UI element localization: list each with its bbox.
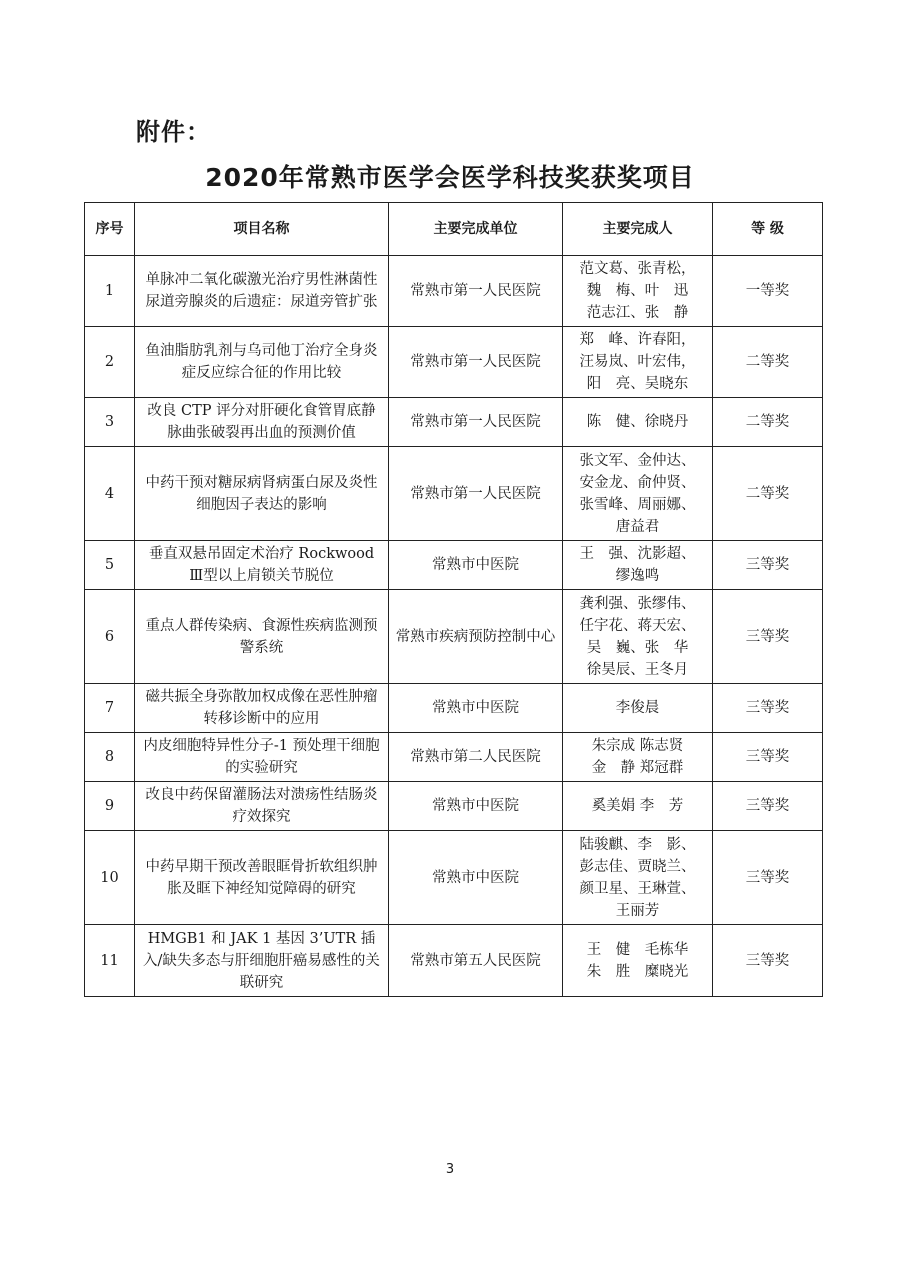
completion-unit: 常熟市中医院 bbox=[389, 831, 563, 925]
table-row bbox=[85, 733, 823, 782]
table-row bbox=[85, 782, 823, 831]
row-number: 10 bbox=[85, 831, 135, 925]
completion-unit: 常熟市第二人民医院 bbox=[389, 733, 563, 782]
completion-unit: 常熟市第一人民医院 bbox=[389, 327, 563, 398]
row-number: 11 bbox=[85, 925, 135, 997]
table-row bbox=[85, 256, 823, 327]
person-line: 金 静 郑冠群 bbox=[591, 760, 684, 776]
completion-people bbox=[563, 782, 713, 831]
person-line: 李俊晨 bbox=[615, 700, 660, 716]
person-line: 范志江、张 静 bbox=[586, 305, 689, 321]
row-number: 4 bbox=[85, 447, 135, 541]
completion-people bbox=[563, 684, 713, 733]
completion-unit: 常熟市第一人民医院 bbox=[389, 447, 563, 541]
completion-unit: 常熟市第一人民医院 bbox=[389, 398, 563, 447]
completion-people bbox=[563, 925, 713, 997]
row-number: 8 bbox=[85, 733, 135, 782]
person-line: 龚利强、张缪伟、 bbox=[579, 595, 696, 612]
table-row bbox=[85, 398, 823, 447]
person-line: 汪易岚、叶宏伟， bbox=[579, 354, 696, 370]
row-number: 2 bbox=[85, 327, 135, 398]
award-level: 三等奖 bbox=[713, 831, 823, 925]
person-line: 吴 巍、张 华 bbox=[586, 639, 689, 656]
project-name: 鱼油脂肪乳剂与乌司他丁治疗全身炎症反应综合征的作用比较 bbox=[135, 327, 389, 398]
completion-unit: 常熟市中医院 bbox=[389, 541, 563, 590]
table-header-row bbox=[85, 203, 823, 256]
award-level: 二等奖 bbox=[713, 398, 823, 447]
person-line: 张文军、金仲达、 bbox=[579, 452, 696, 469]
award-level: 二等奖 bbox=[713, 327, 823, 398]
person-line: 奚美娟 李 芳 bbox=[591, 798, 684, 814]
person-line: 王 强、沈影超、 bbox=[579, 546, 696, 562]
header-no: 序号 bbox=[85, 203, 135, 256]
person-line: 缪逸鸣 bbox=[615, 568, 660, 584]
project-name: 重点人群传染病、食源性疾病监测预警系统 bbox=[135, 590, 389, 684]
table-row bbox=[85, 925, 823, 997]
completion-people bbox=[563, 327, 713, 398]
person-line: 张雪峰、周丽娜、 bbox=[579, 496, 696, 513]
completion-unit: 常熟市第五人民医院 bbox=[389, 925, 563, 997]
person-line: 颜卫星、王琳萱、 bbox=[579, 880, 696, 897]
project-name: 改良中药保留灌肠法对溃疡性结肠炎疗效探究 bbox=[135, 782, 389, 831]
person-line: 陆骏麒、李 影、 bbox=[579, 836, 696, 853]
project-name: 垂直双悬吊固定术治疗 Rockwood Ⅲ型以上肩锁关节脱位 bbox=[135, 541, 389, 590]
project-name: 磁共振全身弥散加权成像在恶性肿瘤转移诊断中的应用 bbox=[135, 684, 389, 733]
completion-people bbox=[563, 733, 713, 782]
person-line: 魏 梅、叶 迅 bbox=[586, 283, 689, 299]
award-level: 三等奖 bbox=[713, 925, 823, 997]
award-level: 三等奖 bbox=[713, 590, 823, 684]
person-line: 朱 胜 糜晓光 bbox=[586, 963, 689, 980]
person-line: 郑 峰、许春阳， bbox=[579, 332, 696, 348]
attachment-label: 附件： bbox=[136, 118, 211, 146]
table-row bbox=[85, 684, 823, 733]
completion-unit: 常熟市疾病预防控制中心 bbox=[389, 590, 563, 684]
completion-unit: 常熟市中医院 bbox=[389, 684, 563, 733]
table-row bbox=[85, 590, 823, 684]
header-people: 主要完成人 bbox=[563, 203, 713, 256]
person-line: 陈 健、徐晓丹 bbox=[586, 414, 689, 430]
project-name: 中药早期干预改善眼眶骨折软组织肿胀及眶下神经知觉障碍的研究 bbox=[135, 831, 389, 925]
row-number: 9 bbox=[85, 782, 135, 831]
table-row bbox=[85, 447, 823, 541]
completion-people bbox=[563, 256, 713, 327]
table-row bbox=[85, 831, 823, 925]
project-name: 单脉冲二氧化碳激光治疗男性淋菌性尿道旁腺炎的后遗症：尿道旁管扩张 bbox=[135, 256, 389, 327]
person-line: 朱宗成 陈志贤 bbox=[591, 738, 684, 754]
document-title: 2020年常熟市医学会医学科技奖获奖项目 bbox=[205, 163, 695, 192]
header-project-name: 项目名称 bbox=[135, 203, 389, 256]
completion-people bbox=[563, 541, 713, 590]
completion-people bbox=[563, 831, 713, 925]
completion-people bbox=[563, 590, 713, 684]
table-body bbox=[85, 256, 823, 997]
person-line: 安金龙、俞仲贤、 bbox=[579, 474, 696, 491]
completion-unit: 常熟市第一人民医院 bbox=[389, 256, 563, 327]
row-number: 5 bbox=[85, 541, 135, 590]
header-level: 等 级 bbox=[713, 203, 823, 256]
person-line: 彭志佳、贾晓兰、 bbox=[579, 858, 696, 875]
person-line: 阳 亮、吴晓东 bbox=[586, 376, 689, 392]
person-line: 范文葛、张青松， bbox=[579, 261, 696, 277]
project-name: 内皮细胞特异性分子-1 预处理干细胞的实验研究 bbox=[135, 733, 389, 782]
person-line: 王 健 毛栋华 bbox=[586, 941, 689, 958]
project-name: 改良 CTP 评分对肝硬化食管胃底静脉曲张破裂再出血的预测价值 bbox=[135, 398, 389, 447]
project-name: HMGB1 和 JAK 1 基因 3’UTR 插入/缺失多态与肝细胞肝癌易感性的关联研究 bbox=[135, 925, 389, 997]
row-number: 7 bbox=[85, 684, 135, 733]
row-number: 3 bbox=[85, 398, 135, 447]
person-line: 唐益君 bbox=[615, 518, 660, 535]
award-level: 三等奖 bbox=[713, 684, 823, 733]
person-line: 王丽芳 bbox=[615, 902, 660, 919]
completion-people bbox=[563, 447, 713, 541]
table-row bbox=[85, 541, 823, 590]
header-unit: 主要完成单位 bbox=[389, 203, 563, 256]
completion-people bbox=[563, 398, 713, 447]
table-row bbox=[85, 327, 823, 398]
person-line: 任宇花、蒋天宏、 bbox=[579, 617, 696, 634]
page-number: 3 bbox=[445, 1162, 455, 1177]
awards-table bbox=[84, 202, 823, 997]
row-number: 6 bbox=[85, 590, 135, 684]
row-number: 1 bbox=[85, 256, 135, 327]
project-name: 中药干预对糖尿病肾病蛋白尿及炎性细胞因子表达的影响 bbox=[135, 447, 389, 541]
award-level: 三等奖 bbox=[713, 733, 823, 782]
award-level: 一等奖 bbox=[713, 256, 823, 327]
person-line: 徐昊辰、王冬月 bbox=[586, 661, 689, 678]
award-level: 二等奖 bbox=[713, 447, 823, 541]
award-level: 三等奖 bbox=[713, 541, 823, 590]
completion-unit: 常熟市中医院 bbox=[389, 782, 563, 831]
award-level: 三等奖 bbox=[713, 782, 823, 831]
